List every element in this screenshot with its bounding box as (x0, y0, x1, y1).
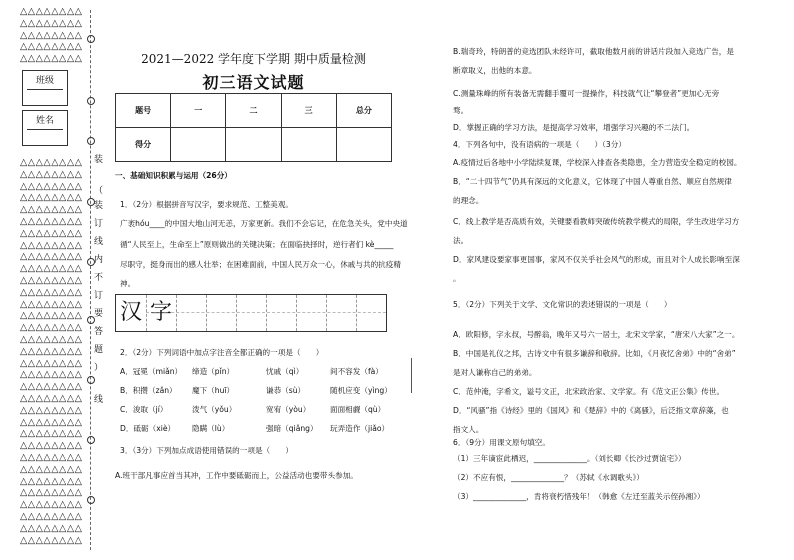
option-b: 是对人谦称自己的弟弟。 (453, 368, 537, 377)
binding-text: 不 (94, 273, 104, 283)
question-6: 6．（9分）用课文原句填空。 (453, 438, 550, 447)
question-3: 3．（3分）下列加点成语使用错误的一项是（ ） (120, 446, 293, 455)
score-table-cell: 总分 (336, 94, 391, 128)
name-label: 姓名 (35, 116, 54, 126)
option-b: B．中国是礼仪之邦，古诗文中有很多谦辞和敬辞。比如，《月夜忆舍弟》中的“舍弟” (453, 349, 736, 358)
option-a: A.班干部凡事应首当其冲，工作中要砥砺而上，公益活动也要带头参加。 (115, 471, 358, 480)
score-table-cell: 三 (281, 94, 336, 128)
binding-text: 要 (94, 309, 104, 319)
binding-hole (87, 35, 95, 43)
binding-line (90, 10, 91, 550)
binding-hole (87, 97, 95, 105)
option-a: 忧戚（qì） (266, 367, 304, 376)
binding-text: 装 (94, 201, 104, 211)
question-1-text: 尽职守，挺身而出的感人壮举；在困难面前，中国人民万众一心，休戚与共的抗疫精 (120, 260, 401, 269)
option-c: C．线上教学是否高质有效，关键要看教师突破传统教学模式的局限，学生改进学习方 (453, 217, 740, 226)
option-d: D．砥砺（xiè） (120, 424, 176, 433)
option-c: 泼气（yǒu） (192, 405, 237, 414)
question-4: 4．下列各句中，没有语病的一项是（ ）（3分） (453, 140, 626, 149)
option-b: 的理念。 (453, 196, 484, 205)
option-c: 骛。 (453, 106, 469, 115)
binding-hole (87, 496, 95, 504)
grid-char: 汉 (119, 300, 142, 325)
score-table (115, 93, 392, 162)
option-d: D．家风建设要家事更国事，家风不仅关乎社会风气的形成，而且对个人成长影响至深 (453, 255, 740, 264)
score-input-cell[interactable] (171, 128, 226, 162)
score-table-cell: 一 (171, 94, 226, 128)
fill-blank-1[interactable]: （1）三年谪宦此栖迟，______________。（刘长卿《长沙过贾谊宅》） (453, 454, 686, 463)
score-table-cell: 二 (226, 94, 281, 128)
option-b: B．积攒（zǎn） (120, 386, 177, 395)
binding-text: 装 (94, 155, 104, 165)
option-d: 。 (453, 274, 461, 283)
exam-title: 初三语文试题 (202, 73, 305, 92)
triangle-pattern-mid: △△△△△△△△ △△△△△△△△ △△△△△△△△ △△△△△△△△ △△△△△△△△ △△△△△△△△ △△△△△△△△ △△△△△△△△ △△△△△△△△ △△△△△△△△ △△△△△△△△ △△△△△△△△ △△△△△△△△ △△△△△△△△ △△△△△△△△ △△△△△△△△ △△△△△△△△ △△△△△△△△ △△△△△△△△ △△△△△△△△ △△△△△△△△ △△△△△△△△ △△△△△△△△ △△△△△△△△ △△△△△△△△ △△△△△△△△ △△△△△△△△ △△△△△△△△ △△△△△△△△ △△△△△△△△ △△△△△△△△ △△△△△△△△ △△△△△△△△ (20, 157, 83, 546)
option-d: 隐瞒（lù） (192, 424, 230, 433)
question-1-text: 广袤hóu____的中国大地山河无恙，万家更新。我们不会忘记，在危急关头，党中央道 (120, 219, 408, 228)
option-c: 宽宥（yòu） (266, 405, 311, 414)
option-a: A．欧阳修，字永叔，号醉翁，晚年又号六一居士，北宋文学家，“唐宋八大家”之一。 (453, 330, 740, 339)
column-divider (411, 358, 412, 393)
option-a: A．冠冕（miǎn） (120, 367, 183, 376)
option-d: 强暗（qiǎng） (266, 424, 318, 433)
binding-hole (87, 376, 95, 384)
option-b: B.瑞奇玲，特朗普的竞选团队未经许可，截取他数月前的讲话片段加入竞选广告，是 (453, 47, 734, 56)
option-b: 断章取义，出他的本意。 (453, 66, 537, 75)
option-c: C．范仲淹，字希文，谥号文正，北宋政治家、文学家。有《范文正公集》传世。 (453, 387, 725, 396)
binding-text: ） (94, 363, 104, 373)
score-input-cell[interactable] (336, 128, 391, 162)
option-c: 面面相觑（qù） (330, 405, 386, 414)
option-b: 魔下（huī） (192, 386, 235, 395)
binding-hole (87, 137, 95, 145)
score-input-cell[interactable] (281, 128, 336, 162)
binding-text: 内 (94, 255, 104, 265)
question-1-text: 循“人民至上，生命至上”原则做出的关键决策；在面临抉择时，逆行者们 kè_____ (120, 240, 394, 249)
option-d: D．“风骚”指《诗经》里的《国风》和《楚辞》中的《离骚》，后泛指文章辞藻，也 (453, 406, 729, 415)
binding-text: 题 (94, 345, 104, 355)
binding-text: 线 (94, 395, 104, 405)
score-table-score-row (116, 128, 392, 162)
option-a: 缔造（pǐn） (192, 367, 235, 376)
class-box[interactable] (22, 70, 68, 106)
option-b: B．“二十四节气”仍具有深远的文化意义，它体现了中国人尊重自然、顺应自然规律 (453, 177, 732, 186)
question-1: 1．（2分）根据拼音写汉字，要求规范、工整美观。 (120, 200, 293, 209)
option-c: C.测量珠峰的所有装备无需翻手覆可一提操作，科技就气让“攀登者”更加心无旁 (453, 89, 720, 98)
grid-char: 字 (149, 300, 172, 325)
fill-blank-2[interactable]: （2）不应有恨，______________？（苏轼《水调歌头》） (453, 473, 644, 482)
question-1-text: 神。 (120, 279, 136, 288)
binding-text: 订 (94, 219, 104, 229)
binding-text: 订 (94, 291, 104, 301)
score-input-cell[interactable] (226, 128, 281, 162)
section-heading: 一、基础知识积累与运用（26分） (115, 171, 232, 180)
name-box[interactable] (22, 110, 68, 146)
option-c: 法。 (453, 236, 469, 245)
binding-text: （ (94, 186, 104, 196)
option-d: D．掌握正确的学习方法，是提高学习效率，增强学习兴趣的不二法门。 (453, 123, 695, 132)
option-d: 指文人。 (453, 425, 484, 434)
option-a: A.疫情过后各地中小学陆续复课，学校深入排查各类隐患，全力营造安全稳定的校园。 (453, 158, 742, 167)
question-2: 2．（2分）下列词语中加点字注音全都正确的一项是（ ） (120, 348, 324, 357)
option-a: 间不容发（fà） (330, 367, 383, 376)
option-b: 随机应变（yìng） (330, 386, 392, 395)
exam-title-line1: 2021—2022 学年度下学期 期中质量检测 (141, 52, 366, 66)
handwriting-grid[interactable] (115, 294, 387, 332)
binding-text: 答 (94, 327, 104, 337)
option-b: 谦恭（sù） (266, 386, 306, 395)
binding-hole (87, 436, 95, 444)
fill-blank-3[interactable]: （3）______________，肯将衰朽惜残年！（韩愈《左迁至蓝关示侄孙湘》） (453, 492, 705, 501)
score-table-header-row (116, 94, 392, 128)
question-5: 5．（2分）下列关于文学、文化常识的表述错误的一项是（ ） (453, 300, 672, 309)
class-label: 班级 (35, 76, 54, 86)
score-table-cell: 题号 (116, 94, 171, 128)
option-d: 玩弄造作（jiǎo） (330, 424, 390, 433)
score-table-cell: 得分 (116, 128, 171, 162)
binding-text: 线 (94, 237, 104, 247)
triangle-pattern-top: △△△△△△△△ △△△△△△△△ △△△△△△△△ △△△△△△△△ △△△△△△△△ (20, 6, 83, 65)
option-c: C．浚取（jí） (120, 405, 168, 414)
